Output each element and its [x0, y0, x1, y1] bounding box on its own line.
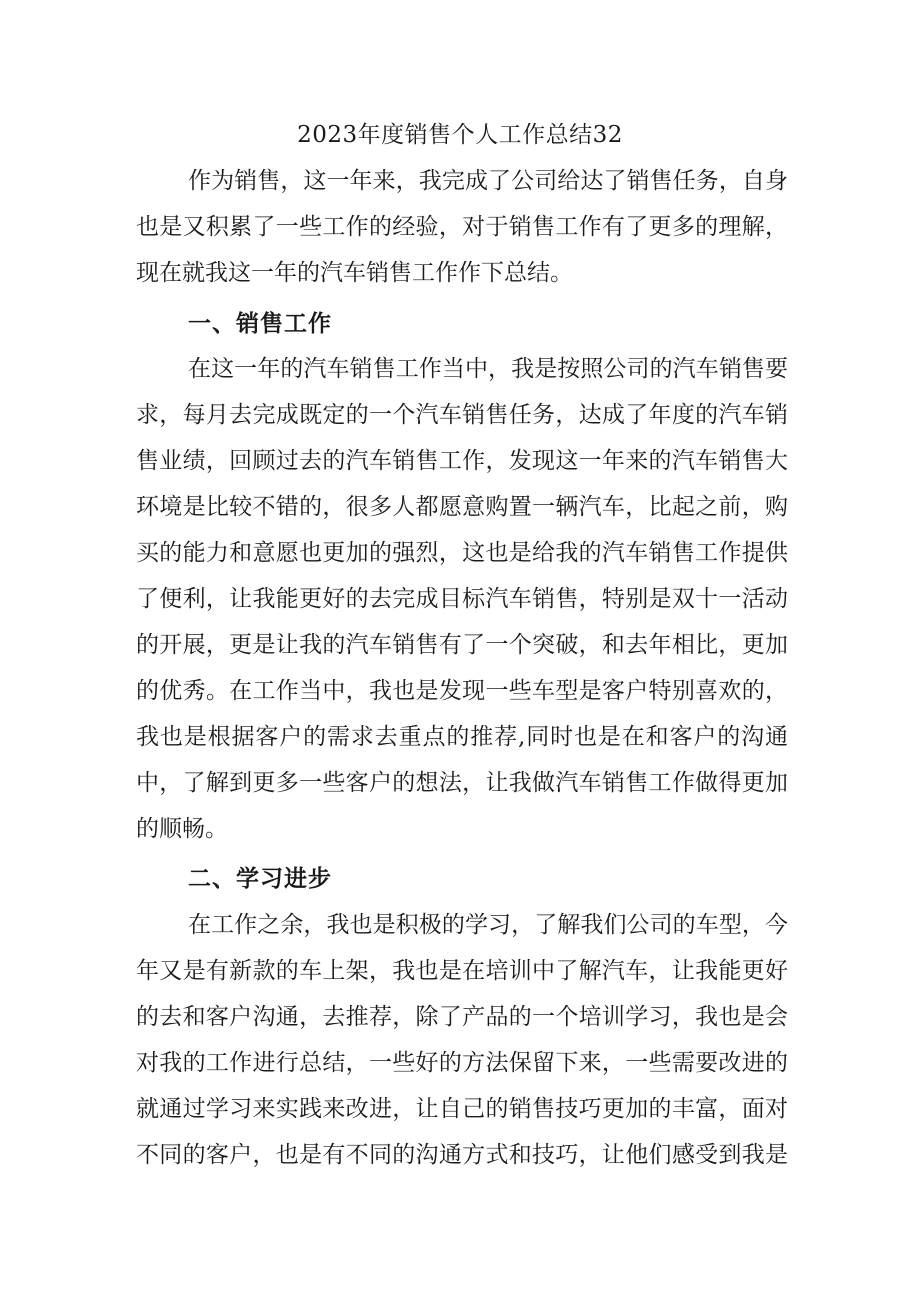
paragraph-line: 环境是比较不错的，很多人都愿意购置一辆汽车，比起之前，购 [136, 494, 788, 520]
paragraph-line: 年又是有新款的车上架，我也是在培训中了解汽车，让我能更好 [136, 958, 788, 984]
paragraph-line: 求，每月去完成既定的一个汽车销售任务，达成了年度的汽车销 [136, 402, 788, 428]
paragraph-line: 中，了解到更多一些客户的想法，让我做汽车销售工作做得更加 [136, 770, 788, 796]
paragraph-line: 现在就我这一年的汽车销售工作作下总结。 [136, 260, 573, 286]
paragraph-line: 的顺畅。 [136, 816, 228, 842]
paragraph-line: 不同的客户，也是有不同的沟通方式和技巧，让他们感受到我是 [136, 1142, 788, 1168]
paragraph-line: 买的能力和意愿也更加的强烈，这也是给我的汽车销售工作提供 [136, 540, 788, 566]
paragraph-line: 的优秀。在工作当中，我也是发现一些车型是客户特别喜欢的， [136, 678, 788, 704]
paragraph-line: 我也是根据客户的需求去重点的推荐,同时也是在和客户的沟通 [136, 724, 788, 750]
paragraph-line: 对我的工作进行总结，一些好的方法保留下来，一些需要改进的 [136, 1050, 788, 1076]
section-heading-study: 二、学习进步 [188, 866, 332, 892]
paragraph-line: 也是又积累了一些工作的经验，对于销售工作有了更多的理解， [136, 214, 788, 240]
paragraph-line: 的开展，更是让我的汽车销售有了一个突破，和去年相比，更加 [136, 632, 788, 658]
paragraph-line: 作为销售，这一年来，我完成了公司给达了销售任务，自身 [188, 168, 788, 194]
paragraph-line: 售业绩，回顾过去的汽车销售工作，发现这一年来的汽车销售大 [136, 448, 788, 474]
section-heading-sales: 一、销售工作 [188, 311, 332, 337]
paragraph-line: 了便利，让我能更好的去完成目标汽车销售，特别是双十一活动 [136, 586, 788, 612]
paragraph-line: 就通过学习来实践来改进，让自己的销售技巧更加的丰富，面对 [136, 1096, 788, 1122]
paragraph-line: 在工作之余，我也是积极的学习，了解我们公司的车型，今 [188, 912, 788, 938]
paragraph-line: 的去和客户沟通，去推荐，除了产品的一个培训学习，我也是会 [136, 1004, 788, 1030]
paragraph-line: 在这一年的汽车销售工作当中，我是按照公司的汽车销售要 [188, 356, 788, 382]
document-title: 2023年度销售个人工作总结32 [297, 122, 623, 148]
